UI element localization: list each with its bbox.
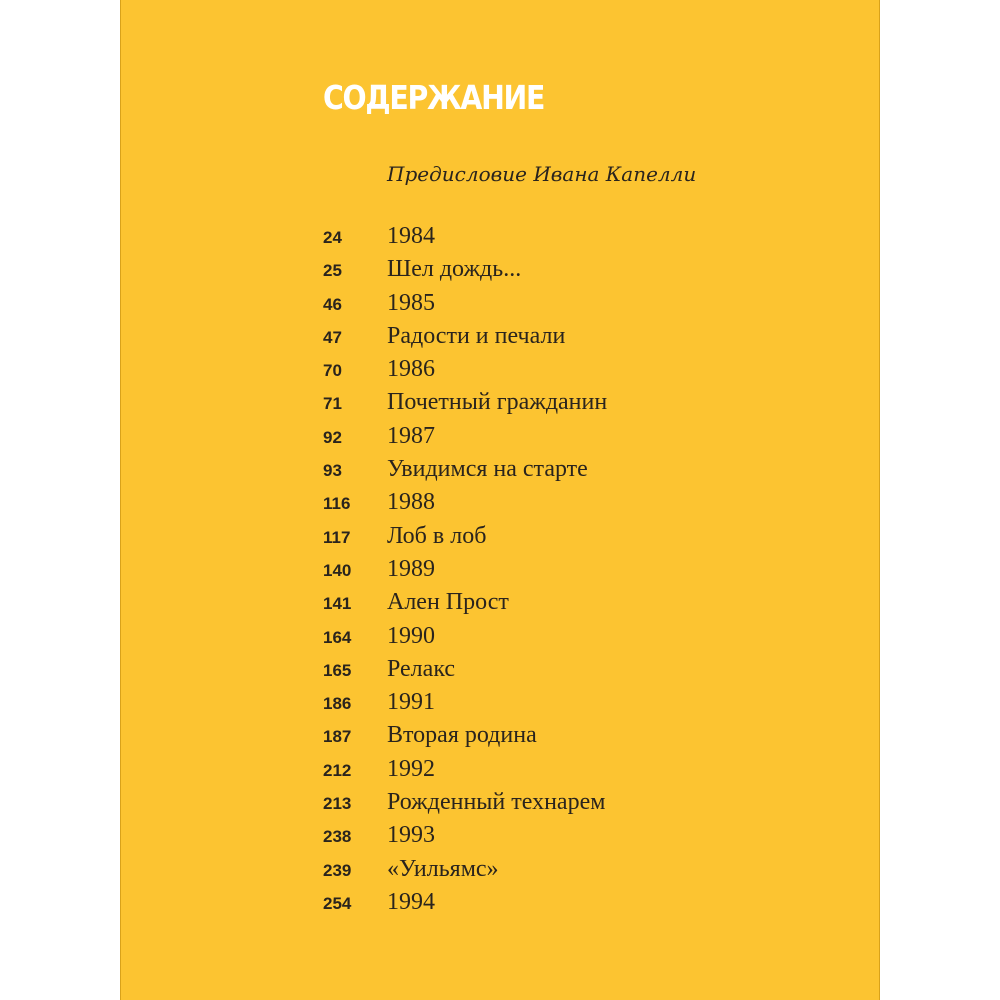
toc-chapter-title: 1991 bbox=[387, 689, 435, 716]
toc-row bbox=[323, 456, 843, 489]
toc-chapter-title: 1990 bbox=[387, 622, 435, 649]
toc-page-number: 212 bbox=[323, 760, 352, 780]
toc-chapter-title: 1989 bbox=[387, 555, 435, 582]
toc-row bbox=[323, 256, 843, 289]
toc-page-number: 25 bbox=[323, 261, 342, 281]
toc-page-number: 24 bbox=[323, 228, 342, 247]
table-of-contents bbox=[323, 223, 843, 922]
toc-chapter-title: Увидимся на старте bbox=[387, 456, 588, 483]
toc-row bbox=[323, 856, 843, 889]
toc-page-number: 92 bbox=[323, 427, 342, 447]
toc-chapter-title: 1984 bbox=[387, 223, 435, 249]
toc-row bbox=[323, 656, 843, 689]
toc-row bbox=[323, 889, 843, 922]
toc-row bbox=[323, 756, 843, 789]
toc-page-number: 187 bbox=[323, 727, 352, 747]
toc-chapter-title: 1988 bbox=[387, 489, 435, 516]
toc-chapter-title: Вторая родина bbox=[387, 722, 537, 749]
toc-chapter-title: Релакс bbox=[387, 655, 456, 682]
toc-page-number: 238 bbox=[323, 827, 352, 847]
toc-page-number: 164 bbox=[323, 627, 352, 647]
toc-row bbox=[323, 423, 843, 456]
toc-chapter-title: 1985 bbox=[387, 289, 435, 316]
toc-chapter-title: Шел дождь... bbox=[387, 256, 522, 283]
toc-page-number: 186 bbox=[323, 694, 352, 714]
toc-chapter-title: 1994 bbox=[387, 888, 435, 915]
toc-chapter-title: «Уильямс» bbox=[387, 855, 499, 882]
toc-row bbox=[323, 789, 843, 822]
toc-row bbox=[323, 323, 843, 356]
toc-chapter-title: Почетный гражданин bbox=[387, 389, 608, 416]
toc-page-number: 116 bbox=[323, 494, 351, 514]
toc-page-number: 165 bbox=[323, 660, 352, 680]
toc-row bbox=[323, 623, 843, 656]
toc-row bbox=[323, 689, 843, 722]
preface-entry: Предисловие Ивана Капелли bbox=[387, 162, 697, 186]
toc-row bbox=[323, 489, 843, 522]
toc-chapter-title: Ален Прост bbox=[387, 589, 509, 616]
toc-row bbox=[323, 822, 843, 855]
toc-page-number: 70 bbox=[323, 361, 342, 381]
toc-row bbox=[323, 722, 843, 755]
toc-page-number: 46 bbox=[323, 294, 342, 314]
toc-page-number: 71 bbox=[323, 394, 342, 414]
toc-chapter-title: Рожденный технарем bbox=[387, 789, 606, 816]
toc-chapter-title: 1987 bbox=[387, 422, 435, 449]
toc-chapter-title: 1993 bbox=[387, 822, 435, 849]
toc-row bbox=[323, 523, 843, 556]
toc-chapter-title: 1986 bbox=[387, 356, 435, 383]
toc-page-number: 239 bbox=[323, 860, 352, 880]
toc-row bbox=[323, 356, 843, 389]
toc-row bbox=[323, 223, 843, 256]
book-page bbox=[120, 0, 880, 1000]
toc-page-number: 254 bbox=[323, 893, 352, 913]
toc-row bbox=[323, 556, 843, 589]
toc-page-number: 117 bbox=[323, 527, 351, 547]
toc-chapter-title: 1992 bbox=[387, 755, 435, 782]
toc-row bbox=[323, 389, 843, 422]
toc-row bbox=[323, 290, 843, 323]
toc-page-number: 141 bbox=[323, 594, 352, 614]
toc-chapter-title: Радости и печали bbox=[387, 322, 566, 349]
toc-row bbox=[323, 589, 843, 622]
toc-page-number: 47 bbox=[323, 327, 342, 347]
toc-chapter-title: Лоб в лоб bbox=[387, 522, 487, 549]
toc-page-number: 213 bbox=[323, 794, 352, 814]
toc-page-number: 93 bbox=[323, 461, 342, 481]
toc-page-number: 140 bbox=[323, 560, 352, 580]
page-title: СОДЕРЖАНИЕ bbox=[323, 78, 545, 117]
